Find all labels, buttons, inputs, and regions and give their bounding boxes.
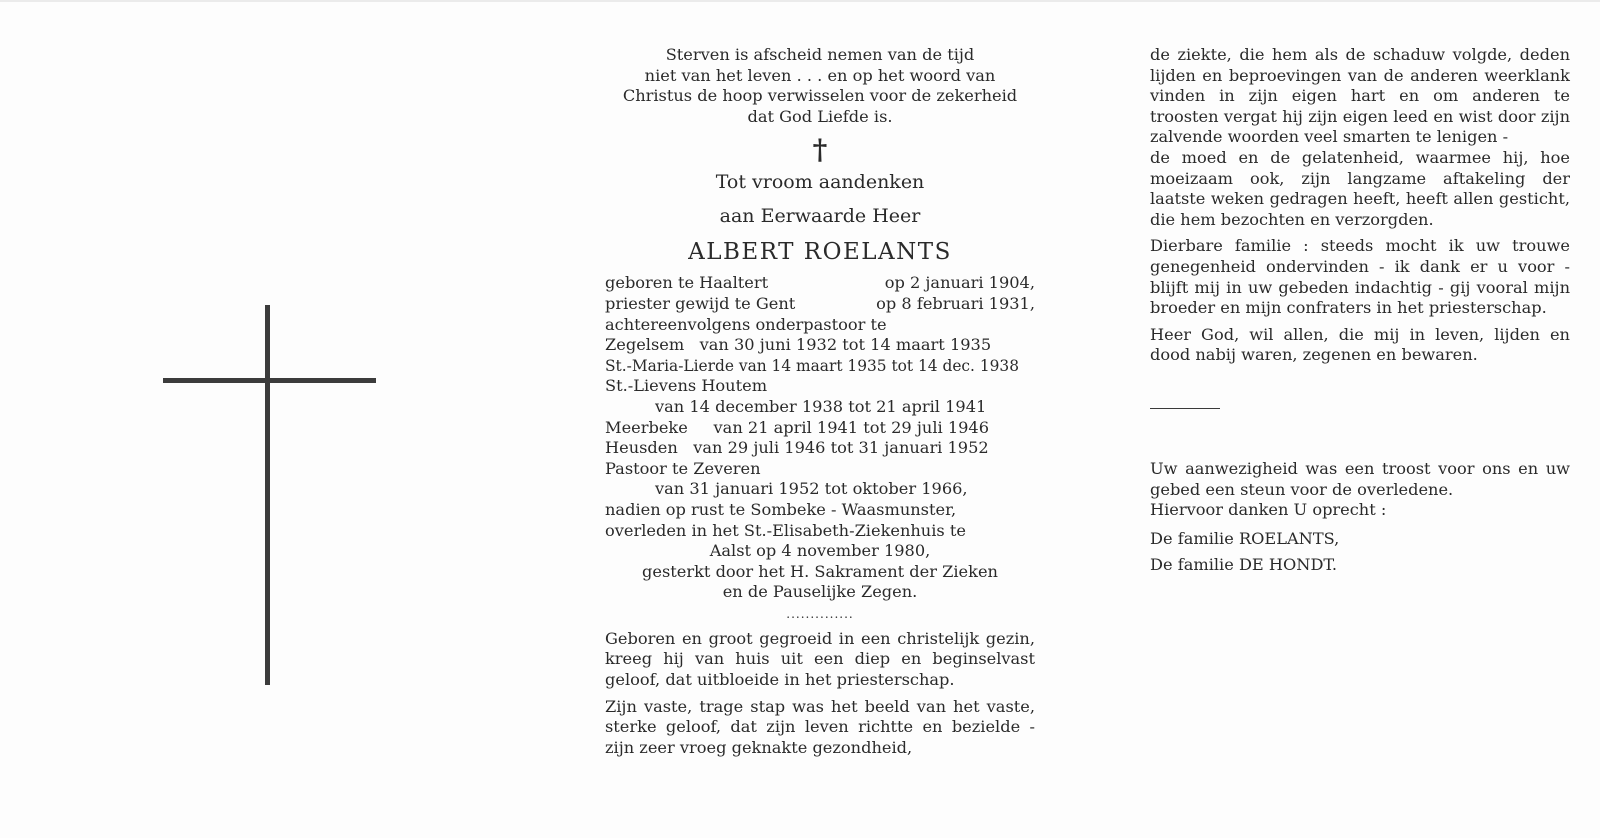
- deceased-name: ALBERT ROELANTS: [688, 239, 952, 266]
- motto-line: niet van het leven . . . en op het woord van: [644, 65, 996, 85]
- bio-pastor: Pastoor te Zeveren: [605, 458, 761, 478]
- bio-lievens-dates: van 14 december 1938 tot 21 april 1941: [655, 396, 987, 416]
- thanks-text: Uw aanwezigheid was een troost voor ons en uw gebed een steun voor de overledene.: [1150, 458, 1570, 499]
- motto-line: dat God Liefde is.: [747, 106, 893, 126]
- bio-born-date: op 2 januari 1904,: [884, 273, 1035, 293]
- small-cross-icon: †: [812, 133, 828, 167]
- bio-maria-lierde: St.-Maria-Lierde van 14 maart 1935 tot 14 dec. 1938: [605, 356, 1019, 375]
- biography: [605, 273, 1035, 603]
- bio-died: overleden in het St.-Elisabeth-Ziekenhuis te: [605, 520, 966, 540]
- bio-born-place: geboren te Haaltert: [605, 273, 769, 293]
- paragraph: de ziekte, die hem als de schaduw volgde, deden lijden en beproevingen van de anderen weerklank vinden in zijn eigen hart en om anderen te troosten vergat hij zijn eigen leed en wist door zijn zalvende woorden veel smarten te lenigen -: [1150, 45, 1570, 147]
- cross-icon-horizontal-bar: [163, 378, 376, 383]
- bio-strengthened: gesterkt door het H. Sakrament der Zieken: [642, 561, 998, 581]
- paragraph: Dierbare familie : steeds mocht ik uw trouwe genegenheid ondervinden - ik dank er u voor - blijft mij in uw gebeden indachtig - gij vooral mijn broeder en mijn confraters in het priesterschap.: [1150, 236, 1570, 318]
- separator-rule: [1150, 408, 1220, 409]
- paragraph: Geboren en groot gegroeid in een christelijk gezin, kreeg hij van huis uit een diep en beginselvast geloof, dat uitbloeide in het priesterschap.: [605, 628, 1035, 690]
- top-edge-rule: [0, 0, 1600, 2]
- motto-line: Christus de hoop verwisselen voor de zekerheid: [622, 86, 1018, 106]
- family-signature: De familie ROELANTS,: [1150, 528, 1340, 548]
- middle-column: [605, 45, 1035, 764]
- paragraph: Heer God, wil allen, die mij in leven, lijden en dood nabij waren, zegenen en bewaren.: [1150, 324, 1570, 365]
- signatures: [1150, 526, 1570, 578]
- paragraph: Zijn vaste, trage stap was het beeld van het vaste, sterke geloof, dat zijn leven richtte en bezielde - zijn zeer vroeg geknakte gezondheid,: [605, 696, 1035, 757]
- motto: [605, 45, 1035, 127]
- bio-meerbeke: Meerbeke van 21 april 1941 tot 29 juli 1946: [605, 417, 990, 437]
- bio-pastor-dates: van 31 januari 1952 tot oktober 1966,: [655, 479, 968, 499]
- memorial-line-1: Tot vroom aandenken: [715, 171, 925, 194]
- bio-ordained: [605, 294, 1035, 315]
- paragraph: de moed en de gelatenheid, waarmee hij, hoe moeizaam ook, zijn langzame aftakeling der laatste weken gedragen heeft, heeft allen gesticht, die hem bezochten en verzorgden.: [1150, 147, 1570, 229]
- memorial-line-2: aan Eerwaarde Heer: [719, 205, 921, 228]
- bio-successive: achtereenvolgens onderpastoor te: [605, 314, 887, 334]
- bio-blessing: en de Pauselijke Zegen.: [722, 582, 918, 602]
- bio-rest: nadien op rust te Sombeke - Waasmunster,: [605, 499, 957, 519]
- bio-ordained-place: priester gewijd te Gent: [605, 293, 796, 313]
- memorial-heading: [605, 165, 1035, 233]
- bio-born: [605, 273, 1035, 294]
- dotted-separator: ..............: [786, 606, 854, 621]
- bio-heusden: Heusden van 29 juli 1946 tot 31 januari 1952: [605, 438, 989, 458]
- bio-zegelsem: Zegelsem van 30 juni 1932 tot 14 maart 1935: [605, 335, 992, 355]
- family-signature: De familie DE HONDT.: [1150, 554, 1337, 574]
- cross-icon-vertical-bar: [265, 305, 270, 685]
- bio-lievens: St.-Lievens Houtem: [605, 376, 768, 396]
- right-column: [1150, 45, 1570, 578]
- motto-line: Sterven is afscheid nemen van de tijd: [665, 45, 975, 64]
- bio-ordained-date: op 8 februari 1931,: [876, 293, 1035, 313]
- thanks-line-2: Hiervoor danken U oprecht :: [1150, 500, 1387, 520]
- bio-died-date: Aalst op 4 november 1980,: [709, 541, 931, 561]
